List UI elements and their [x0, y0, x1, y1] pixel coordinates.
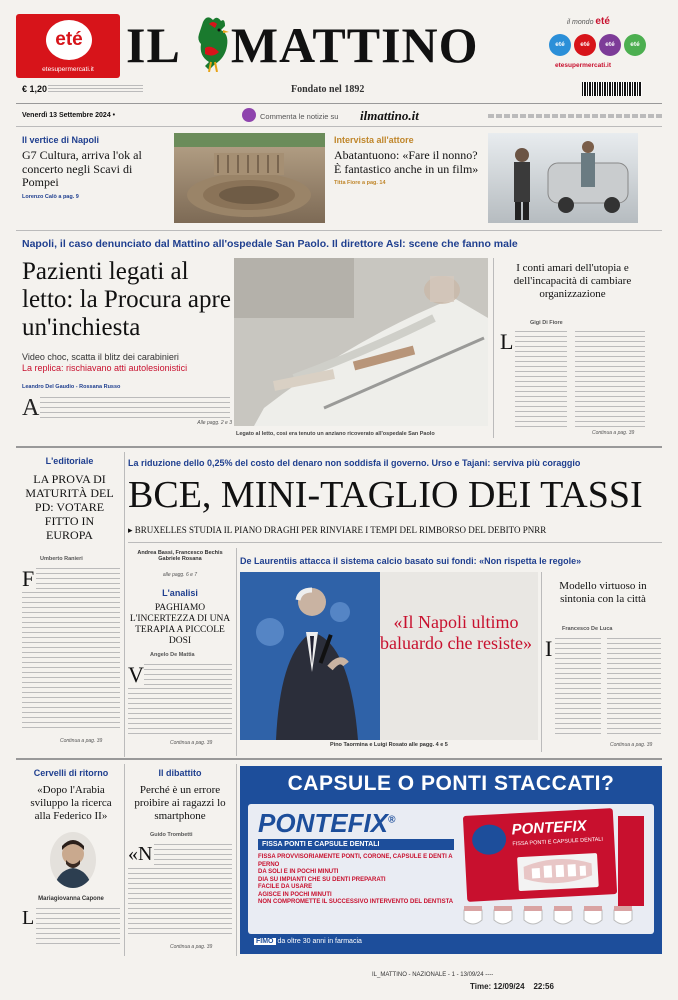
- dropcap-n: «N: [128, 843, 153, 865]
- debate-kicker: Il dibattito: [158, 768, 202, 778]
- pontefix-box: [463, 808, 617, 902]
- side-comment-title[interactable]: I conti amari dell'utopia e dell'incapacità di cambiare organizzazione: [513, 262, 632, 300]
- masthead-fineprint: [488, 114, 662, 118]
- ete-ad-logo[interactable]: [16, 14, 120, 78]
- ad-box-brand: PONTEFIX: [511, 817, 588, 839]
- teaser-abatantuono-byline: Titta Fiore a pag. 14: [334, 180, 386, 186]
- pontefix-ad[interactable]: [240, 766, 662, 954]
- editorial-continues: Continua a pag. 39: [60, 738, 103, 744]
- bce-subhead: ▸ BRUXELLES STUDIA IL PIANO DRAGHI PER RINVIARE I TEMPI DEL RIMBORSO DEL DEBITO PNRR: [128, 525, 547, 535]
- tooth-icon: [471, 824, 507, 856]
- bce-page-ref: alle pagg. 6 e 7: [162, 572, 198, 578]
- ad-brand: PONTEFIX®: [258, 808, 396, 838]
- debate-byline: Guido Trombetti: [150, 832, 193, 838]
- mondo-chip-3: eté: [599, 34, 621, 56]
- teaser-g7-title: G7 Cultura, arriva l'ok al concerto negli Scavi di Pompei: [22, 148, 142, 189]
- bce-bylines: Andrea Bassi, Francesco Bechis Gabriele Rosana: [137, 550, 223, 562]
- print-time: Time: 12/09/24 22:56: [470, 982, 554, 991]
- comment-icon: [242, 108, 256, 122]
- brains-body: [22, 908, 120, 948]
- mondo-ete-ad[interactable]: [547, 14, 662, 76]
- pontefix-box-side: [618, 816, 644, 906]
- capone-portrait: [50, 832, 96, 888]
- hospital-bed-photo: [234, 258, 488, 426]
- side-comment-body: [500, 331, 645, 431]
- analysis-byline: Angelo De Mattia: [150, 652, 195, 658]
- analysis-continues: Continua a pag. 39: [170, 740, 213, 746]
- napoli-side-title[interactable]: Modello virtuoso in sintonia con la città: [559, 580, 647, 605]
- analysis-headline[interactable]: PAGHIAMO L'INCERTEZZA DI UNA TERAPIA A PICCOLE DOSI: [129, 603, 231, 646]
- pompeii-theatre-photo: [174, 133, 325, 223]
- brains-byline: Mariagiovanna Capone: [38, 896, 104, 902]
- editorial-byline: Umberto Ranieri: [40, 556, 83, 562]
- napoli-side-body: [545, 638, 661, 738]
- lead-subheads: [22, 352, 232, 374]
- brains-headline[interactable]: «Dopo l'Arabia sviluppo la ricerca alla Federico II»: [30, 784, 112, 822]
- lead-summary: [22, 396, 232, 424]
- dropcap-l2: L: [22, 907, 35, 929]
- issue-date: Venerdì 13 Settembre 2024 •: [22, 112, 116, 119]
- ad-bullet-3: DIA SU IMPIANTI CHE SU DENTI PREPARATI: [258, 876, 386, 883]
- ad-bullets: [258, 854, 458, 907]
- masthead-title-left: IL: [126, 17, 181, 73]
- ad-bullet-4: FACILE DA USARE: [258, 884, 313, 890]
- teaser-g7-kicker: Il vertice di Napoli: [22, 135, 100, 145]
- founded-line: Fondato nel 1892: [291, 84, 365, 95]
- ad-teeth-row-icon: [460, 904, 650, 928]
- comment-site-link[interactable]: ilmattino.it: [360, 108, 419, 123]
- teaser-abatantuono-title: Abatantuono: «Fare il nonno? È fantastico anche in un film»: [334, 148, 479, 176]
- teaser-g7[interactable]: [22, 135, 167, 200]
- abatantuono-photo: [488, 133, 638, 223]
- ad-tagline: FISSA PONTI E CAPSULE DENTALI: [258, 839, 454, 850]
- price-fineprint: [48, 85, 143, 93]
- mondo-chip-2: eté: [574, 34, 596, 56]
- bce-subhead-text: BRUXELLES STUDIA IL PIANO DRAGHI PER RINVIARE I TEMPI DEL RIMBORSO DEL DEBITO PNRR: [134, 525, 547, 535]
- side-comment-byline: Gigi Di Fiore: [530, 320, 563, 326]
- lead-subhead-2: La replica: rischiavano atti autolesionistici: [22, 363, 188, 373]
- debate-body: [128, 844, 232, 940]
- lead-subhead-1: Video choc, scatta il blitz dei carabinieri: [22, 352, 179, 362]
- dropcap-a: A: [22, 395, 40, 421]
- dropcap-v: V: [128, 662, 144, 687]
- lead-byline: Leandro Del Gaudio - Rossana Russo: [22, 384, 121, 390]
- napoli-side-byline: Francesco De Luca: [562, 626, 613, 632]
- dropcap-f: F: [22, 566, 35, 591]
- teaser-abatantuono[interactable]: [334, 135, 484, 186]
- lead-photo-caption: Legato al letto, così era tenuto un anziano ricoverato all'ospedale San Paolo: [236, 431, 435, 437]
- mondo-chip-4: eté: [624, 34, 646, 56]
- lead-headline[interactable]: Pazienti legati al letto: la Procura apre un'inchiesta: [22, 258, 231, 341]
- de-laurentiis-photo: [240, 572, 538, 740]
- ad-headline: CAPSULE O PONTI STACCATI?: [287, 772, 615, 795]
- masthead-title: [126, 16, 479, 74]
- teaser-g7-byline: Lorenzo Calò a pag. 9: [22, 193, 79, 200]
- price: € 1,20: [22, 84, 48, 94]
- ete-oval: [46, 20, 92, 60]
- ad-bullet-5: AGISCE IN POCHI MINUTI: [258, 891, 332, 898]
- ete-logo-text: eté: [55, 29, 83, 50]
- analysis-body: [128, 664, 232, 740]
- editorial-headline[interactable]: LA PROVA DI MATURITÀ DEL PD: VOTARE FITTO IN EUROPA: [25, 472, 114, 542]
- barcode: [582, 82, 642, 96]
- ad-bullet-2: DA SOLI E IN POCHI MINUTI: [258, 869, 339, 875]
- napoli-caption-byline: Pino Taormina e Luigi Rosato alle pagg. 4 e 5: [330, 742, 448, 748]
- brains-kicker: Cervelli di ritorno: [33, 768, 109, 778]
- napoli-continues: Continua a pag. 39: [610, 742, 653, 748]
- ad-bullet-6: NON COMPROMETTE IL SUCCESSIVO INTERVENTO DEL DENTISTA: [258, 899, 454, 905]
- dropcap-i: I: [545, 636, 553, 661]
- edition-line: IL_MATTINO - NAZIONALE - 1 - 13/09/24 ----: [372, 972, 494, 978]
- mondo-chip-1: eté: [549, 34, 571, 56]
- ete-logo-url: etesupermercati.it: [42, 66, 94, 73]
- ad-box-sub: FISSA PONTI E CAPSULE DENTALI: [512, 836, 604, 848]
- teaser-abatantuono-kicker: Intervista all'attore: [334, 135, 414, 145]
- bce-headline[interactable]: BCE, MINI-TAGLIO DEI TASSI: [128, 474, 643, 516]
- comment-prompt: Commenta le notizie su: [260, 112, 339, 121]
- editorial-kicker: L'editoriale: [45, 456, 94, 466]
- ad-footer: FIMO da oltre 30 anni in farmacia: [256, 938, 362, 945]
- bce-kicker: La riduzione dello 0,25% del costo del denaro non soddisfa il governo. Urso e Tajani: serviva più coraggio: [128, 458, 581, 468]
- mondo-label: il mondo eté: [567, 16, 610, 27]
- debate-headline[interactable]: Perché è un errore proibire ai ragazzi lo smartphone: [134, 784, 226, 822]
- napoli-kicker: De Laurentiis attacca il sistema calcio basato sui fondi: «Non rispetta le regole»: [240, 556, 582, 566]
- napoli-quote[interactable]: «Il Napoli ultimo baluardo che resiste»: [380, 612, 532, 653]
- lead-kicker: Napoli, il caso denunciato dal Mattino all'ospedale San Paolo. Il direttore Asl: scene che fanno male: [22, 238, 518, 250]
- debate-continues: Continua a pag. 39: [170, 944, 213, 950]
- ad-bullet-1: FISSA PROVVISORIAMENTE PONTI, CORONE, CAPSULE E DENTI A PERNO: [258, 854, 453, 868]
- lead-page-ref: Alle pagg. 2 e 3: [197, 420, 232, 426]
- editorial-body: [22, 568, 120, 732]
- mondo-url: etesupermercati.it: [555, 62, 611, 69]
- masthead-title-right: MATTINO: [230, 17, 479, 73]
- dropcap-l: L: [500, 329, 514, 354]
- rooster-logo-icon: [191, 14, 237, 72]
- ad-box-window: [517, 853, 599, 891]
- analysis-kicker: L'analisi: [162, 588, 198, 598]
- side-comment-continues: Continua a pag. 39: [592, 430, 635, 436]
